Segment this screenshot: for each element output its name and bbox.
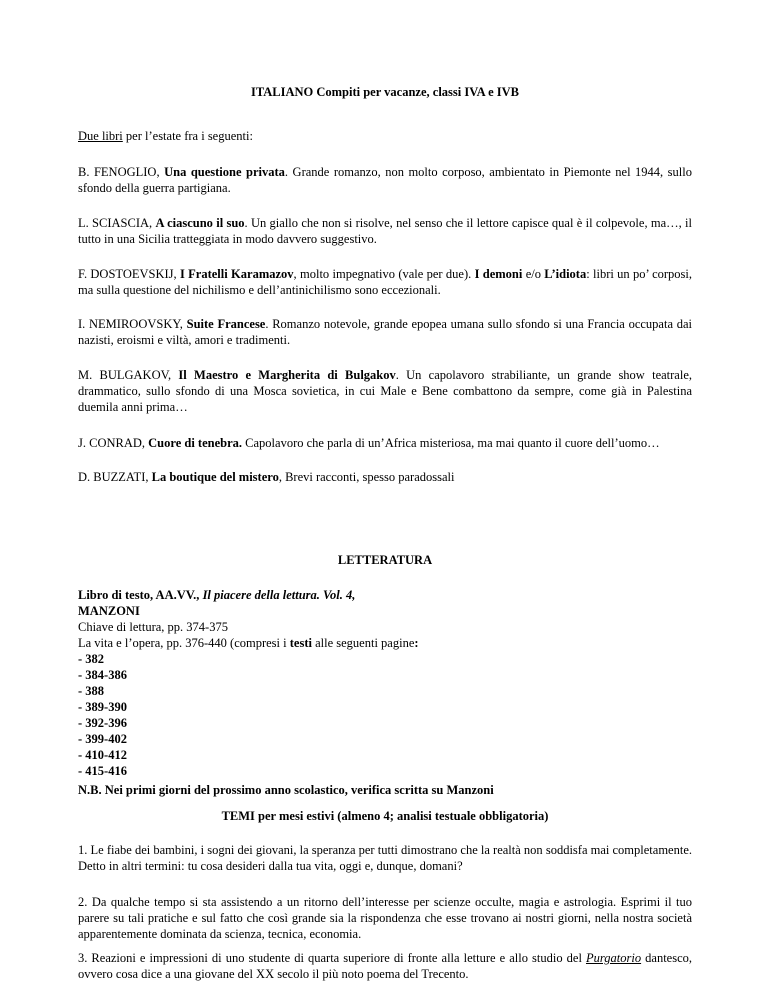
book-title: I Fratelli Karamazov <box>179 267 294 281</box>
temi-heading: TEMI per mesi estivi (almeno 4; analisi testuale obbligatoria) <box>221 809 549 823</box>
book-author: F. DOSTOEVSKIJ, <box>78 267 180 281</box>
book-description: . Un giallo che non si risolve, nel senso che il lettore capisce qual è il colpevole, ma…, il tutto in una Sicilia tratteggiata in modo davvero suggestivo. <box>78 216 693 246</box>
intro-line <box>78 128 692 144</box>
page-range-item: - 388 <box>78 684 105 698</box>
reading-line-2 <box>78 635 692 651</box>
intro-underlined: Due libri <box>78 129 123 143</box>
book-title: La boutique del mistero <box>151 470 279 484</box>
book-dostoevskij <box>78 266 692 298</box>
book-description-2: : libri un po’ corposi, ma sulla questione del nichilismo e dell’antinichilismo sono eccezionali. <box>78 267 692 297</box>
page-range-item: - 392-396 <box>78 716 127 730</box>
book-description: . Romanzo notevole, grande epopea umana sullo sfondo si una Francia occupata dai nazisti, eroismi e viltà, amori e tradimenti. <box>78 317 692 347</box>
tema-3-a: 3. Reazioni e impressioni di uno studente di quarta superiore di fronte alla letture e allo studio del <box>78 951 586 965</box>
book-author: M. BULGAKOV, <box>78 368 179 382</box>
reading-line-2-b: testi <box>289 636 312 650</box>
textbook-prefix: Libro di testo, AA.VV., <box>78 588 203 602</box>
book-fenoglio <box>78 164 692 196</box>
reading-line-2-d: : <box>414 636 419 650</box>
page-range-item: - 382 <box>78 652 105 666</box>
reading-line-1: Chiave di lettura, pp. 374-375 <box>78 620 228 634</box>
book-description: , molto impegnativo (vale per due). <box>293 267 475 281</box>
author-heading: MANZONI <box>78 604 140 618</box>
book-title: Il Maestro e Margherita di Bulgakov <box>178 368 396 382</box>
reading-line-2-a: La vita e l’opera, pp. 376-440 (compresi i <box>78 636 290 650</box>
book-buzzati <box>78 469 692 485</box>
book-title-3: L’idiota <box>544 267 587 281</box>
book-nemiroovsky <box>78 316 692 348</box>
page-range-item: - 415-416 <box>78 764 127 778</box>
tema-1: 1. Le fiabe dei bambini, i sogni dei giovani, la speranza per tutti dimostrano che la realtà non soddisfa mai completamente. Detto in altri termini: tu cosa desideri dalla tua vita, oggi e, dunque, domani? <box>78 843 692 873</box>
page-range-item: - 399-402 <box>78 732 127 746</box>
book-description: , Brevi racconti, spesso paradossali <box>278 470 455 484</box>
tema-3-work: Purgatorio <box>585 951 642 965</box>
page-range-item: - 384-386 <box>78 668 127 682</box>
book-author: I. NEMIROOVSKY, <box>78 317 187 331</box>
book-connector: e/o <box>522 267 545 281</box>
book-author: J. CONRAD, <box>78 436 149 450</box>
book-title: A ciascuno il suo <box>155 216 245 230</box>
document-title: ITALIANO Compiti per vacanze, classi IVA e IVB <box>250 85 520 99</box>
book-author: D. BUZZATI, <box>78 470 152 484</box>
book-sciascia <box>78 215 692 247</box>
book-description: . Un capolavoro strabiliante, un grande show teatrale, drammatico, sullo sfondo di una Mosca sovietica, in cui Male e Bene combattono da sempre, come già in Palestina duemila anni prima… <box>78 368 692 414</box>
reading-line-2-c: alle seguenti pagine <box>311 636 415 650</box>
book-bulgakov <box>78 367 692 415</box>
intro-rest: per l’estate fra i seguenti: <box>122 129 253 143</box>
book-author: B. FENOGLIO, <box>78 165 165 179</box>
verification-note: N.B. Nei primi giorni del prossimo anno scolastico, verifica scritta su Manzoni <box>78 783 494 797</box>
book-title: Cuore di tenebra. <box>148 436 243 450</box>
book-conrad <box>78 435 692 451</box>
page-range-item: - 389-390 <box>78 700 127 714</box>
textbook-title: Il piacere della lettura. Vol. 4, <box>202 588 356 602</box>
book-author: L. SCIASCIA, <box>78 216 156 230</box>
book-title-2: I demoni <box>474 267 523 281</box>
tema-2: 2. Da qualche tempo si sta assistendo a un ritorno dell’interesse per scienze occulte, magia e astrologia. Esprimi il tuo parere su tali pratiche e sul fatto che così grande sia la rispondenza che esse trovano ai nostri giorni, nella nostra società apparentemente dominata da scienza, tecnica, economia. <box>78 895 692 941</box>
tema-3 <box>78 950 692 982</box>
book-title: Una questione privata <box>164 165 285 179</box>
letteratura-heading: LETTERATURA <box>337 553 433 567</box>
tema-3-c: dantesco, ovvero cosa dice a una giovane del XX secolo il più noto poema del Trecento. <box>78 951 693 981</box>
textbook-line <box>78 587 692 603</box>
book-description: Capolavoro che parla di un’Africa misteriosa, ma mai quanto il cuore dell’uomo… <box>242 436 660 450</box>
page-range-item: - 410-412 <box>78 748 127 762</box>
book-title: Suite Francese <box>186 317 266 331</box>
book-description: . Grande romanzo, non molto corposo, ambientato in Piemonte nel 1944, sullo sfondo della guerra partigiana. <box>78 165 692 195</box>
